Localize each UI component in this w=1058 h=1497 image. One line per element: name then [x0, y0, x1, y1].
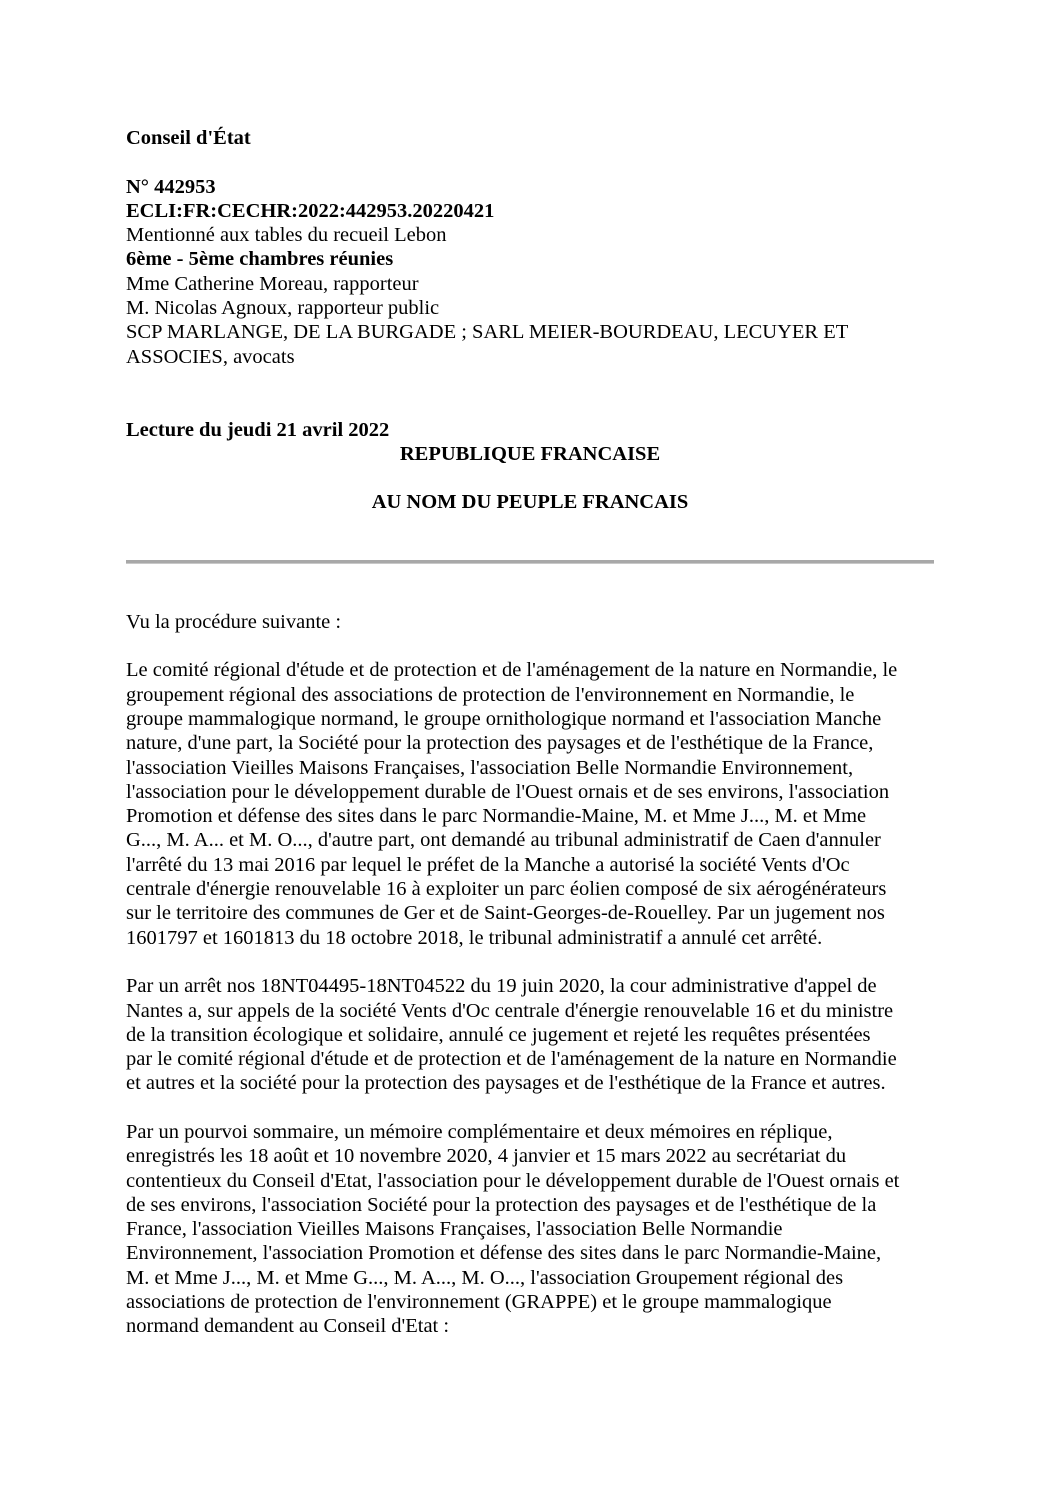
- procedure-intro: Vu la procédure suivante :: [126, 610, 342, 633]
- rapporteur-public: M. Nicolas Agnoux, rapporteur public: [126, 297, 440, 320]
- paragraph-line: associations de protection de l'environnement (GRAPPE) et le groupe mammalogique: [126, 1291, 832, 1314]
- paragraph-line: Environnement, l'association Promotion et défense des sites dans le parc Normandie-Maine,: [126, 1242, 882, 1265]
- paragraph-2: [126, 974, 934, 1095]
- paragraph-line: Par un arrêt nos 18NT04495-18NT04522 du 19 juin 2020, la cour administrative d'appel de: [126, 975, 877, 998]
- avocats-line-2: ASSOCIES, avocats: [126, 345, 295, 368]
- avocats-line-1: SCP MARLANGE, DE LA BURGADE ; SARL MEIER-BOURDEAU, LECUYER ET: [126, 321, 849, 344]
- lecture-date-block: [126, 418, 934, 442]
- paragraph-line: France, l'association Vieilles Maisons Françaises, l'association Belle Normandie: [126, 1218, 783, 1241]
- court-name: Conseil d'État: [126, 127, 251, 149]
- paragraph-line: de ses environs, l'association Société pour la protection des paysages et de l'esthétique de la: [126, 1193, 877, 1216]
- paragraph-line: enregistrés les 18 août et 10 novembre 2020, 4 janvier et 15 mars 2022 au secrétariat du: [126, 1145, 847, 1168]
- paragraph-line: M. et Mme J..., M. et Mme G..., M. A..., M. O..., l'association Groupement régional des: [126, 1266, 844, 1289]
- decision-header-court: [126, 126, 934, 150]
- title-peuple: AU NOM DU PEUPLE FRANCAIS: [371, 491, 689, 514]
- paragraph-line: Nantes a, sur appels de la société Vents d'Oc centrale d'énergie renouvelable 16 et du ministre: [126, 999, 894, 1022]
- paragraph-3: [126, 1120, 934, 1339]
- paragraph-line: groupe mammalogique normand, le groupe ornithologique normand et l'association Manche: [126, 707, 882, 730]
- decision-metadata: [126, 175, 934, 369]
- ecli-identifier: ECLI:FR:CECHR:2022:442953.20220421: [126, 199, 495, 222]
- paragraph-line: groupement régional des associations de protection de l'environnement en Normandie, le: [126, 683, 855, 706]
- paragraph-1: [126, 658, 934, 950]
- procedure-intro-block: [126, 610, 934, 634]
- horizontal-divider: [126, 560, 934, 564]
- lecture-date: Lecture du jeudi 21 avril 2022: [126, 418, 390, 441]
- paragraph-line: l'arrêté du 13 mai 2016 par lequel le préfet de la Manche a autorisé la société Vents d'Oc: [126, 853, 850, 876]
- lebon-mention: Mentionné aux tables du recueil Lebon: [126, 224, 447, 247]
- title-republique: REPUBLIQUE FRANCAISE: [399, 442, 661, 465]
- chambers: 6ème - 5ème chambres réunies: [126, 248, 394, 271]
- paragraph-line: 1601797 et 1601813 du 18 octobre 2018, le tribunal administratif a annulé cet arrêté.: [126, 926, 823, 949]
- paragraph-line: Promotion et défense des sites dans le parc Normandie-Maine, M. et Mme J..., M. et Mme: [126, 805, 867, 828]
- paragraph-line: par le comité régional d'étude et de protection et de l'aménagement de la nature en Normandie: [126, 1048, 897, 1071]
- paragraph-line: G..., M. A... et M. O..., d'autre part, ont demandé au tribunal administratif de Caen d'annuler: [126, 829, 881, 852]
- paragraph-line: Par un pourvoi sommaire, un mémoire complémentaire et deux mémoires en réplique,: [126, 1120, 833, 1143]
- rapporteur: Mme Catherine Moreau, rapporteur: [126, 272, 419, 295]
- case-number: N° 442953: [126, 175, 216, 198]
- paragraph-line: contentieux du Conseil d'Etat, l'association pour le développement durable de l'Ouest ornais et: [126, 1169, 900, 1192]
- paragraph-line: l'association pour le développement durable de l'Ouest ornais et de ses environs, l'association: [126, 780, 890, 803]
- paragraph-line: nature, d'une part, la Société pour la protection des paysages et de l'esthétique de la France,: [126, 732, 874, 755]
- paragraph-line: de la transition écologique et solidaire, annulé ce jugement et rejeté les requêtes présentées: [126, 1023, 871, 1046]
- document-page: [126, 126, 934, 1339]
- paragraph-line: centrale d'énergie renouvelable 16 à exploiter un parc éolien composé de six aérogénérateurs: [126, 878, 887, 901]
- paragraph-line: normand demandent au Conseil d'Etat :: [126, 1315, 450, 1338]
- paragraph-line: sur le territoire des communes de Ger et de Saint-Georges-de-Rouelley. Par un jugement nos: [126, 902, 885, 925]
- paragraph-line: l'association Vieilles Maisons Françaises, l'association Belle Normandie Environnement,: [126, 756, 854, 779]
- paragraph-line: et autres et la société pour la protection des paysages et de l'esthétique de la France et autres.: [126, 1072, 886, 1095]
- paragraph-line: Le comité régional d'étude et de protection et de l'aménagement de la nature en Normandie, le: [126, 659, 898, 682]
